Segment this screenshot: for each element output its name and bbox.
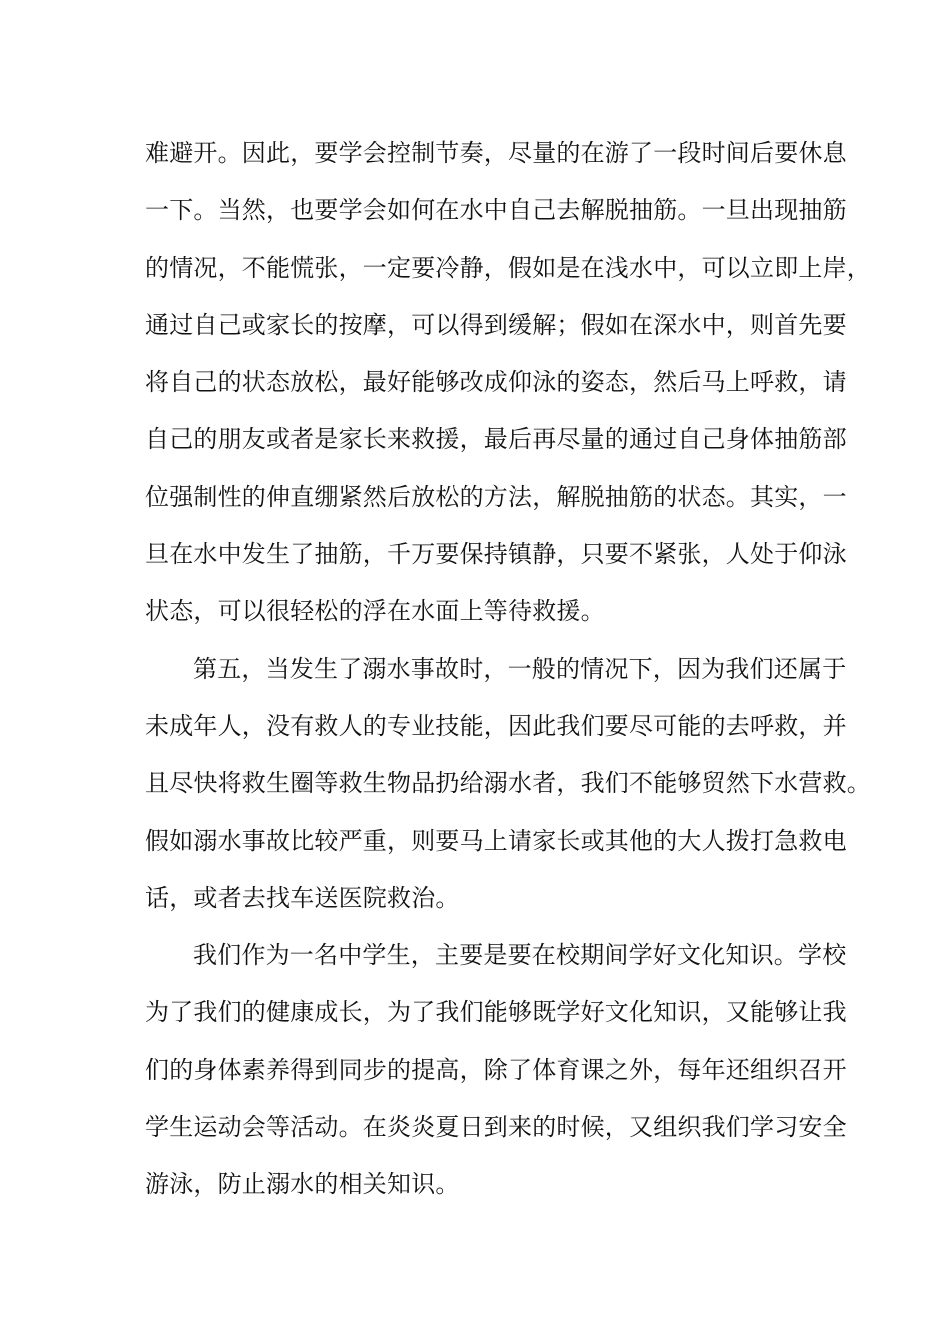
paragraph-first-line: 第五，当发生了溺水事故时，一般的情况下，因为我们还属于 <box>193 654 847 683</box>
text-line: 位强制性的伸直绷紧然后放松的方法，解脱抽筋的状态。其实，一 <box>145 482 847 511</box>
text-line: 未成年人，没有救人的专业技能，因此我们要尽可能的去呼救，并 <box>145 711 847 740</box>
text-line: 旦在水中发生了抽筋，千万要保持镇静，只要不紧张，人处于仰泳 <box>145 540 847 569</box>
text-line: 难避开。因此，要学会控制节奏，尽量的在游了一段时间后要休息 <box>145 139 847 167</box>
text-line: 状态，可以很轻松的浮在水面上等待救援。 <box>145 597 605 626</box>
text-line: 为了我们的健康成长，为了我们能够既学好文化知识，又能够让我 <box>145 998 847 1027</box>
text-line: 们的身体素养得到同步的提高，除了体育课之外，每年还组织召开 <box>145 1055 847 1084</box>
text-line: 且尽快将救生圈等救生物品扔给溺水者，我们不能够贸然下水营救。 <box>145 769 871 798</box>
text-line: 自己的朋友或者是家长来救援，最后再尽量的通过自己身体抽筋部 <box>145 425 847 454</box>
text-line: 一下。当然，也要学会如何在水中自己去解脱抽筋。一旦出现抽筋 <box>145 196 847 225</box>
text-line: 话，或者去找车送医院救治。 <box>145 883 460 912</box>
body-text <box>145 125 871 1214</box>
text-line: 的情况，不能慌张，一定要冷静，假如是在浅水中，可以立即上岸， <box>145 253 871 282</box>
text-line: 游泳，防止溺水的相关知识。 <box>145 1170 460 1199</box>
text-line: 学生运动会等活动。在炎炎夏日到来的时候，又组织我们学习安全 <box>145 1113 847 1142</box>
text-line: 将自己的状态放松，最好能够改成仰泳的姿态，然后马上呼救，请 <box>145 368 847 397</box>
paragraph-first-line: 我们作为一名中学生，主要是要在校期间学好文化知识。学校 <box>193 941 847 970</box>
text-line: 通过自己或家长的按摩，可以得到缓解；假如在深水中，则首先要 <box>145 310 847 339</box>
text-line: 假如溺水事故比较严重，则要马上请家长或其他的大人拨打急救电 <box>145 826 847 855</box>
